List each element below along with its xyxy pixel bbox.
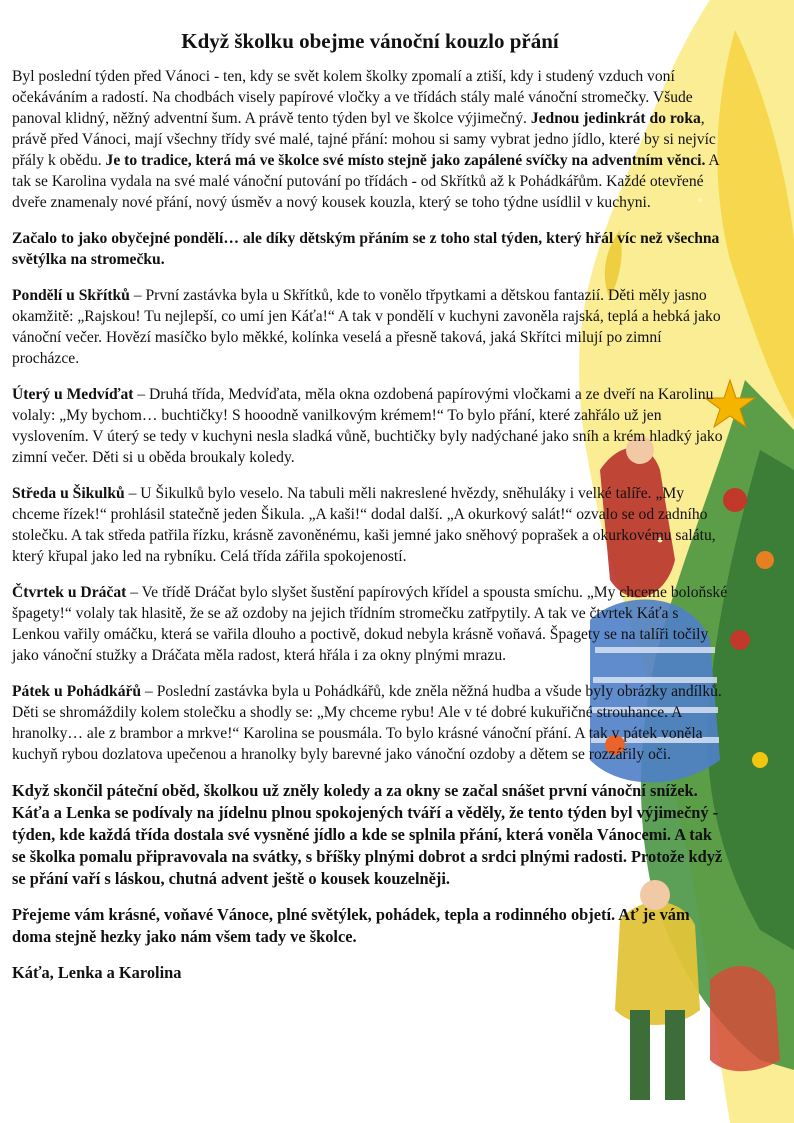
lead-paragraph	[12, 228, 728, 270]
intro-bold-2: Je to tradice, která má ve školce své místo stejně jako zapálené svíčky na adventním věnci.	[105, 152, 706, 169]
day-text: – První zastávka byla u Skřítků, kde to vonělo třpytkami a dětskou fantazií. Děti měly jasno okamžitě: „Rajskou! Tu nejlepší, co umí jen Káťa!“ A tak v pondělí v kuchyni zavoněla rajská, teplá a hebká jako vánoční večer. Hovězí masíčko bylo měkké, kolínka veselá a přesně taková, jaká Skřítci milují po zimní procházce.	[12, 287, 721, 367]
day-paragraph-monday	[12, 285, 728, 369]
article	[12, 28, 728, 998]
signature: Káťa, Lenka a Karolina	[12, 963, 182, 982]
intro-text-3: A tak se Karolina vydala na své malé vánoční putování po třídách - od Skřítků až k Pohádkářům. Každé otevřené dveře znamenaly nové přání, nový úsměv a nový kousek kouzla, který se toho týdne usídlil v kuchyni.	[12, 152, 719, 211]
day-paragraph-tuesday	[12, 384, 728, 468]
day-heading: Úterý u Medvíďat	[12, 386, 134, 403]
day-text: – Druhá třída, Medvíďata, měla okna ozdobená papírovými vločkami a ze dveří na Karolinu volaly: „My bychom… buchtičky! S hooodně vanilkovým krémem!“ To bylo přání, které zahřálo už jen vyslovením. V úterý se tedy v kuchyni nesla sladká vůně, buchtičky byly nadýchané jako sníh a krém hladký jako zimní večer. Děti si u oběda broukaly koledy.	[12, 386, 723, 466]
day-paragraph-friday	[12, 681, 728, 765]
page-title: Když školku obejme vánoční kouzlo přání	[181, 29, 559, 53]
day-paragraph-thursday	[12, 582, 728, 666]
wishes-paragraph: Přejeme vám krásné, voňavé Vánoce, plné světýlek, pohádek, tepla a rodinného objetí. Ať je vám doma stejně hezky jako nám všem tady ve školce.	[12, 905, 690, 946]
closing-paragraph: Když skončil páteční oběd, školkou už zněly koledy a za okny se začal snášet první vánoční snížek. Káťa a Lenka se podívaly na jídelnu plnou spokojených tváří a věděly, že tento týden byl výjimečný - týden, kde každá třída dostala své vysněné jídlo a kde se splnila přání, která voněla Vánocemi. A tak se školka pomalu připravovala na svátky, s bříšky plnými dobrot a srdci plnými radosti. Protože když se přání vaří s láskou, chutná advent ještě o kousek kouzelněji.	[12, 781, 723, 888]
day-heading: Čtvrtek u Dráčat	[12, 584, 127, 601]
intro-bold-1: Jednou jedinkrát do roka	[530, 110, 701, 127]
day-heading: Pátek u Pohádkářů	[12, 683, 142, 700]
day-text: – Poslední zastávka byla u Pohádkářů, kde zněla něžná hudba a všude byly obrázky andílků. Děti se shromáždily kolem stolečku a shodly se: „My chceme rybu! Ale v té dobré kukuřičné strouhance. A hranolky… ale z brambor a mrkve!“ Karolina se pousmála. To bylo krásné vánoční přání. A tak v pátek voněla kuchyň rybou dozlatova upečenou a hranolky byly barevné jako vánoční ozdoby a dětem se rozzářily oči.	[12, 683, 722, 763]
intro-paragraph	[12, 66, 728, 213]
intro-text-1: Byl poslední týden před Vánoci - ten, kdy se svět kolem školky zpomalí a ztiší, kdy i studený vzduch voní očekáváním a radostí. Na chodbách visely papírové vločky a ve třídách stály malé vánoční stromečky. Všude panoval klidný, něžný adventní šum. A právě tento týden byl ve školce výjimečný.	[12, 68, 693, 127]
day-heading: Středa u Šikulků	[12, 485, 125, 502]
day-text: – U Šikulků bylo veselo. Na tabuli měli nakreslené hvězdy, sněhuláky i velké talíře. „My chceme řízek!“ prohlásil statečně jeden Šikula. „A kaši!“ dodal další. „A okurkový salát!“ ozvalo se od zadního stolečku. A tak středa patřila řízku, krásně zavoněnému, kaši jemné jako sněhový poprašek a okurkovému salátu, který křupal jako led na rybníku. Celá třída zářila spokojeností.	[12, 485, 716, 565]
day-heading: Pondělí u Skřítků	[12, 287, 130, 304]
lead-text: Začalo to jako obyčejné pondělí… ale díky dětským přáním se z toho stal týden, který hřál víc než všechna světýlka na stromečku.	[12, 230, 720, 268]
day-paragraph-wednesday	[12, 483, 728, 567]
day-text: – Ve třídě Dráčat bylo slyšet šustění papírových křídel a spousta smíchu. „My chceme boloňské špagety!“ volaly tak hlasitě, že se až ozdoby na jejich třídním stromečku zatřpytily. A tak ve čtvrtek Káťa s Lenkou vařily omáčku, která se vařila dlouho a poctivě, dokud nebyla krásně voňavá. Špagety se na talíři točily jako vánoční stužky a Dráčata měla radost, která hřála i za okny plnými mrazu.	[12, 584, 728, 664]
intro-text-2: , právě před Vánoci, mají všechny třídy své malé, tajné přání: mohou si samy vybrat jedno jídlo, které by si nejvíc přály k obědu.	[12, 110, 716, 169]
